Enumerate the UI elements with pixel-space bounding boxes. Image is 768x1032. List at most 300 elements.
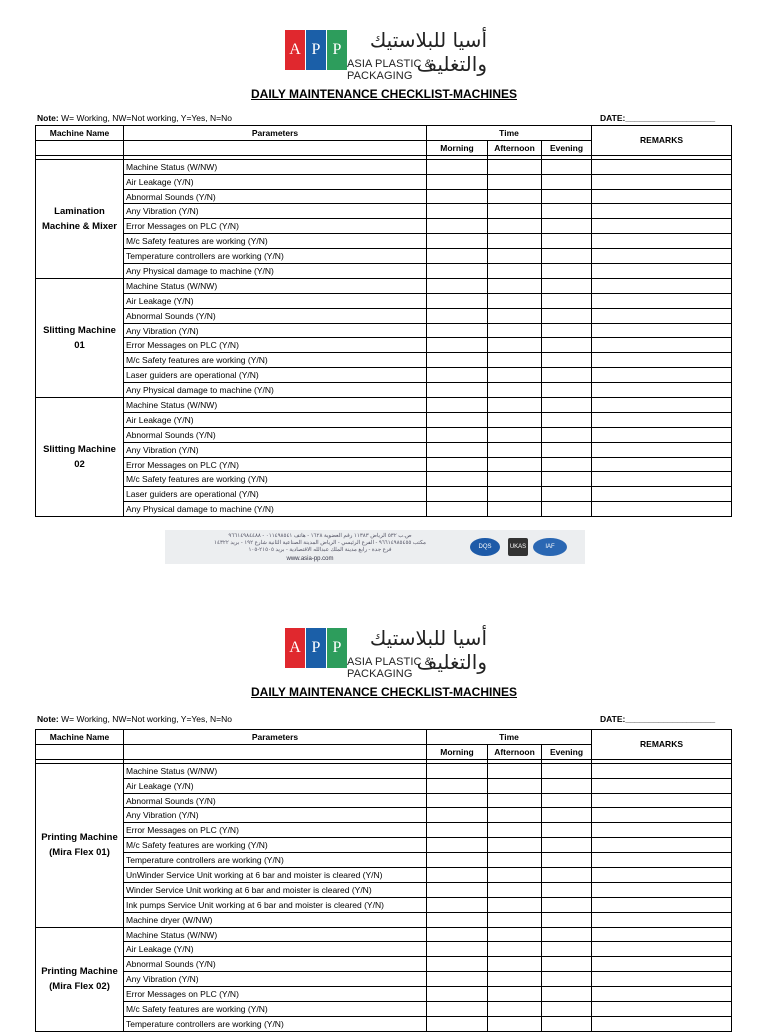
logo-english-name: ASIA PLASTIC & PACKAGING (347, 58, 433, 82)
remarks-cell[interactable] (592, 293, 732, 308)
parameter-cell: Air Leakage (Y/N) (124, 942, 427, 957)
machine-name-cell: Slitting Machine 01 (36, 278, 124, 397)
table-row (36, 219, 732, 234)
afternoon-header: Afternoon (488, 744, 542, 759)
company-logo (285, 624, 490, 680)
morning-check-cell[interactable] (427, 442, 488, 457)
machine-name-header: Machine Name (36, 730, 124, 745)
evening-check-cell[interactable] (542, 353, 592, 368)
morning-check-cell[interactable] (427, 398, 488, 413)
ukas-certification-badge: UKAS (508, 538, 528, 556)
parameter-cell: Error Messages on PLC (Y/N) (124, 457, 427, 472)
dqs-certification-badge: DQS (470, 538, 500, 556)
remarks-header: REMARKS (592, 730, 732, 760)
evening-check-cell[interactable] (542, 249, 592, 264)
afternoon-check-cell[interactable] (488, 383, 542, 398)
afternoon-check-cell[interactable] (488, 912, 542, 927)
evening-check-cell[interactable] (542, 987, 592, 1002)
evening-check-cell[interactable] (542, 957, 592, 972)
evening-check-cell[interactable] (542, 427, 592, 442)
morning-check-cell[interactable] (427, 189, 488, 204)
parameter-cell: Any Vibration (Y/N) (124, 972, 427, 987)
afternoon-check-cell[interactable] (488, 189, 542, 204)
table-row (36, 383, 732, 398)
table-row (36, 308, 732, 323)
evening-check-cell[interactable] (542, 442, 592, 457)
footer-address-line: ص.ب ٥٣٢ الرياض ١١٣٨٣ رقم العضوية ١٦٢٨ - هاتف ٠١١٤٩٨٥٤١ - ٩٦٦١٤٩٨٤٤٨٨ (228, 533, 412, 539)
evening-check-cell[interactable] (542, 763, 592, 778)
table-row (36, 457, 732, 472)
remarks-cell[interactable] (592, 278, 732, 293)
remarks-cell[interactable] (592, 323, 732, 338)
parameter-cell: M/c Safety features are working (Y/N) (124, 353, 427, 368)
table-row (36, 763, 732, 778)
iaf-certification-badge: IAF (533, 538, 567, 556)
morning-check-cell[interactable] (427, 293, 488, 308)
morning-check-cell[interactable] (427, 457, 488, 472)
evening-check-cell[interactable] (542, 972, 592, 987)
table-row (36, 912, 732, 927)
table-row (36, 502, 732, 517)
evening-check-cell[interactable] (542, 293, 592, 308)
checklist-table (35, 729, 732, 1032)
table-row (36, 853, 732, 868)
table-row (36, 174, 732, 189)
afternoon-check-cell[interactable] (488, 838, 542, 853)
remarks-cell[interactable] (592, 838, 732, 853)
evening-check-cell[interactable] (542, 853, 592, 868)
evening-header: Evening (542, 140, 592, 155)
logo-letter: P (306, 628, 326, 668)
parameters-subheader-blank (124, 744, 427, 759)
parameter-cell: Abnormal Sounds (Y/N) (124, 427, 427, 442)
table-header-row (36, 730, 732, 745)
table-row (36, 159, 732, 174)
evening-check-cell[interactable] (542, 174, 592, 189)
afternoon-check-cell[interactable] (488, 868, 542, 883)
note-label: Note: (37, 113, 59, 123)
remarks-cell[interactable] (592, 778, 732, 793)
evening-check-cell[interactable] (542, 793, 592, 808)
logo-english-name: ASIA PLASTIC & PACKAGING (347, 656, 433, 680)
parameter-cell: Abnormal Sounds (Y/N) (124, 308, 427, 323)
footer-address-line: فرع جدة - رابغ مدينة الملك عبدالله الاقتصادية - بريد ٢١٥٠٥-١٠٥ (248, 547, 392, 553)
parameter-cell: Any Physical damage to machine (Y/N) (124, 264, 427, 279)
morning-check-cell[interactable] (427, 868, 488, 883)
parameter-cell: M/c Safety features are working (Y/N) (124, 1002, 427, 1017)
morning-check-cell[interactable] (427, 204, 488, 219)
morning-check-cell[interactable] (427, 234, 488, 249)
afternoon-check-cell[interactable] (488, 264, 542, 279)
morning-check-cell[interactable] (427, 338, 488, 353)
parameters-header: Parameters (124, 126, 427, 141)
parameter-cell: Any Physical damage to machine (Y/N) (124, 383, 427, 398)
parameter-cell: M/c Safety features are working (Y/N) (124, 234, 427, 249)
parameter-cell: Error Messages on PLC (Y/N) (124, 823, 427, 838)
morning-check-cell[interactable] (427, 174, 488, 189)
logo-letter: P (327, 30, 347, 70)
table-row (36, 987, 732, 1002)
parameter-cell: Abnormal Sounds (Y/N) (124, 189, 427, 204)
document-title: DAILY MAINTENANCE CHECKLIST-MACHINES (250, 87, 517, 101)
morning-header: Morning (427, 140, 488, 155)
afternoon-check-cell[interactable] (488, 219, 542, 234)
parameters-header: Parameters (124, 730, 427, 745)
afternoon-header: Afternoon (488, 140, 542, 155)
remarks-cell[interactable] (592, 427, 732, 442)
parameter-cell: Temperature controllers are working (Y/N) (124, 1016, 427, 1031)
remarks-cell[interactable] (592, 219, 732, 234)
remarks-cell[interactable] (592, 442, 732, 457)
remarks-cell[interactable] (592, 868, 732, 883)
morning-check-cell[interactable] (427, 412, 488, 427)
evening-check-cell[interactable] (542, 368, 592, 383)
parameter-cell: Air Leakage (Y/N) (124, 412, 427, 427)
table-row (36, 204, 732, 219)
machine-name-cell: Lamination Machine & Mixer (36, 159, 124, 278)
evening-check-cell[interactable] (542, 927, 592, 942)
table-row (36, 808, 732, 823)
evening-check-cell[interactable] (542, 264, 592, 279)
afternoon-check-cell[interactable] (488, 808, 542, 823)
evening-check-cell[interactable] (542, 278, 592, 293)
footer-website: www.asia-pp.com (286, 556, 334, 562)
remarks-cell[interactable] (592, 793, 732, 808)
parameter-cell: Any Vibration (Y/N) (124, 323, 427, 338)
evening-check-cell[interactable] (542, 472, 592, 487)
parameter-cell: Error Messages on PLC (Y/N) (124, 987, 427, 1002)
remarks-cell[interactable] (592, 957, 732, 972)
morning-check-cell[interactable] (427, 972, 488, 987)
evening-check-cell[interactable] (542, 502, 592, 517)
evening-check-cell[interactable] (542, 912, 592, 927)
logo-letter: A (285, 628, 305, 668)
remarks-cell[interactable] (592, 234, 732, 249)
morning-check-cell[interactable] (427, 838, 488, 853)
morning-check-cell[interactable] (427, 778, 488, 793)
legend-note (37, 113, 232, 123)
morning-check-cell[interactable] (427, 823, 488, 838)
remarks-cell[interactable] (592, 472, 732, 487)
table-row (36, 323, 732, 338)
parameter-cell: Machine Status (W/NW) (124, 398, 427, 413)
legend-note (37, 714, 232, 724)
afternoon-check-cell[interactable] (488, 368, 542, 383)
table-row (36, 972, 732, 987)
afternoon-check-cell[interactable] (488, 927, 542, 942)
evening-header: Evening (542, 744, 592, 759)
time-header: Time (427, 730, 592, 745)
evening-check-cell[interactable] (542, 412, 592, 427)
parameter-cell: Air Leakage (Y/N) (124, 293, 427, 308)
morning-check-cell[interactable] (427, 427, 488, 442)
afternoon-check-cell[interactable] (488, 308, 542, 323)
morning-check-cell[interactable] (427, 793, 488, 808)
table-row (36, 1002, 732, 1017)
morning-check-cell[interactable] (427, 1002, 488, 1017)
evening-check-cell[interactable] (542, 808, 592, 823)
evening-check-cell[interactable] (542, 457, 592, 472)
time-header: Time (427, 126, 592, 141)
morning-check-cell[interactable] (427, 763, 488, 778)
machine-name-cell: Slitting Machine 02 (36, 398, 124, 517)
afternoon-check-cell[interactable] (488, 353, 542, 368)
remarks-cell[interactable] (592, 383, 732, 398)
remarks-cell[interactable] (592, 897, 732, 912)
parameter-cell: Laser guiders are operational (Y/N) (124, 487, 427, 502)
parameter-cell: Laser guiders are operational (Y/N) (124, 368, 427, 383)
afternoon-check-cell[interactable] (488, 323, 542, 338)
parameter-cell: Ink pumps Service Unit working at 6 bar and moister is cleared (Y/N) (124, 897, 427, 912)
table-row (36, 278, 732, 293)
remarks-cell[interactable] (592, 853, 732, 868)
afternoon-check-cell[interactable] (488, 763, 542, 778)
morning-check-cell[interactable] (427, 897, 488, 912)
afternoon-check-cell[interactable] (488, 957, 542, 972)
evening-check-cell[interactable] (542, 838, 592, 853)
table-header-row (36, 126, 732, 141)
table-row (36, 957, 732, 972)
table-row (36, 793, 732, 808)
parameter-cell: Any Vibration (Y/N) (124, 204, 427, 219)
table-row (36, 234, 732, 249)
morning-check-cell[interactable] (427, 264, 488, 279)
evening-check-cell[interactable] (542, 778, 592, 793)
table-row (36, 338, 732, 353)
parameter-cell: Temperature controllers are working (Y/N) (124, 853, 427, 868)
remarks-cell[interactable] (592, 398, 732, 413)
morning-check-cell[interactable] (427, 278, 488, 293)
logo-letter: A (285, 30, 305, 70)
afternoon-check-cell[interactable] (488, 942, 542, 957)
remarks-cell[interactable] (592, 487, 732, 502)
evening-check-cell[interactable] (542, 398, 592, 413)
afternoon-check-cell[interactable] (488, 278, 542, 293)
morning-check-cell[interactable] (427, 308, 488, 323)
remarks-cell[interactable] (592, 912, 732, 927)
evening-check-cell[interactable] (542, 942, 592, 957)
afternoon-check-cell[interactable] (488, 398, 542, 413)
parameter-cell: Air Leakage (Y/N) (124, 778, 427, 793)
morning-check-cell[interactable] (427, 487, 488, 502)
parameter-cell: Any Vibration (Y/N) (124, 442, 427, 457)
remarks-cell[interactable] (592, 204, 732, 219)
date-field[interactable]: DATE:___________________ (600, 714, 716, 724)
remarks-cell[interactable] (592, 823, 732, 838)
afternoon-check-cell[interactable] (488, 882, 542, 897)
remarks-cell[interactable] (592, 264, 732, 279)
parameter-cell: Error Messages on PLC (Y/N) (124, 219, 427, 234)
table-row (36, 882, 732, 897)
remarks-cell[interactable] (592, 159, 732, 174)
parameter-cell: M/c Safety features are working (Y/N) (124, 472, 427, 487)
afternoon-check-cell[interactable] (488, 174, 542, 189)
machine-name-subheader-blank (36, 744, 124, 759)
remarks-cell[interactable] (592, 457, 732, 472)
footer-address-line: مكتب ٩٦٦١٤٩٨٥٤٥٥ - الفرع الرئيسي - الرياض المدينة الصناعية الثانية شارع ١٩٢ - بريد ١٤٣٢٢ (214, 540, 426, 546)
morning-check-cell[interactable] (427, 249, 488, 264)
remarks-cell[interactable] (592, 308, 732, 323)
machine-name-cell: Printing Machine (Mira Flex 02) (36, 927, 124, 1031)
evening-check-cell[interactable] (542, 189, 592, 204)
afternoon-check-cell[interactable] (488, 159, 542, 174)
evening-check-cell[interactable] (542, 882, 592, 897)
remarks-cell[interactable] (592, 1002, 732, 1017)
logo-letter: P (327, 628, 347, 668)
table-row (36, 412, 732, 427)
table-row (36, 189, 732, 204)
afternoon-check-cell[interactable] (488, 249, 542, 264)
morning-check-cell[interactable] (427, 502, 488, 517)
afternoon-check-cell[interactable] (488, 457, 542, 472)
afternoon-check-cell[interactable] (488, 987, 542, 1002)
remarks-cell[interactable] (592, 808, 732, 823)
table-row (36, 838, 732, 853)
evening-check-cell[interactable] (542, 487, 592, 502)
morning-check-cell[interactable] (427, 159, 488, 174)
afternoon-check-cell[interactable] (488, 972, 542, 987)
afternoon-check-cell[interactable] (488, 204, 542, 219)
parameter-cell: Abnormal Sounds (Y/N) (124, 957, 427, 972)
table-row (36, 398, 732, 413)
table-row (36, 368, 732, 383)
remarks-cell[interactable] (592, 249, 732, 264)
note-label: Note: (37, 714, 59, 724)
morning-check-cell[interactable] (427, 942, 488, 957)
logo-arabic-name: أسيا للبلاستيك والتغليف (369, 28, 487, 76)
remarks-cell[interactable] (592, 927, 732, 942)
parameter-cell: Air Leakage (Y/N) (124, 174, 427, 189)
morning-check-cell[interactable] (427, 853, 488, 868)
afternoon-check-cell[interactable] (488, 897, 542, 912)
checklist-table (35, 125, 732, 517)
table-row (36, 778, 732, 793)
table-row (36, 942, 732, 957)
evening-check-cell[interactable] (542, 323, 592, 338)
table-row (36, 293, 732, 308)
afternoon-check-cell[interactable] (488, 442, 542, 457)
parameter-cell: Any Physical damage to machine (Y/N) (124, 502, 427, 517)
evening-check-cell[interactable] (542, 868, 592, 883)
parameter-cell: Machine Status (W/NW) (124, 278, 427, 293)
morning-header: Morning (427, 744, 488, 759)
machine-name-cell: Printing Machine (Mira Flex 01) (36, 763, 124, 927)
remarks-cell[interactable] (592, 338, 732, 353)
afternoon-check-cell[interactable] (488, 823, 542, 838)
parameter-cell: Machine Status (W/NW) (124, 763, 427, 778)
parameter-cell: Machine Status (W/NW) (124, 927, 427, 942)
note-text: W= Working, NW=Not working, Y=Yes, N=No (61, 113, 232, 123)
evening-check-cell[interactable] (542, 897, 592, 912)
company-logo (285, 26, 490, 82)
remarks-header: REMARKS (592, 126, 732, 156)
parameter-cell: M/c Safety features are working (Y/N) (124, 838, 427, 853)
parameter-cell: Temperature controllers are working (Y/N) (124, 249, 427, 264)
logo-letter: P (306, 30, 326, 70)
machine-name-subheader-blank (36, 140, 124, 155)
afternoon-check-cell[interactable] (488, 487, 542, 502)
remarks-cell[interactable] (592, 972, 732, 987)
evening-check-cell[interactable] (542, 823, 592, 838)
morning-check-cell[interactable] (427, 808, 488, 823)
evening-check-cell[interactable] (542, 1002, 592, 1017)
afternoon-check-cell[interactable] (488, 793, 542, 808)
afternoon-check-cell[interactable] (488, 778, 542, 793)
morning-check-cell[interactable] (427, 472, 488, 487)
remarks-cell[interactable] (592, 189, 732, 204)
parameters-subheader-blank (124, 140, 427, 155)
parameter-cell: UnWinder Service Unit working at 6 bar and moister is cleared (Y/N) (124, 868, 427, 883)
table-row (36, 264, 732, 279)
remarks-cell[interactable] (592, 174, 732, 189)
parameter-cell: Any Vibration (Y/N) (124, 808, 427, 823)
parameter-cell: Machine Status (W/NW) (124, 159, 427, 174)
table-row (36, 427, 732, 442)
afternoon-check-cell[interactable] (488, 472, 542, 487)
table-row (36, 868, 732, 883)
parameter-cell: Abnormal Sounds (Y/N) (124, 793, 427, 808)
document-title: DAILY MAINTENANCE CHECKLIST-MACHINES (250, 685, 517, 699)
remarks-cell[interactable] (592, 502, 732, 517)
afternoon-check-cell[interactable] (488, 293, 542, 308)
remarks-cell[interactable] (592, 763, 732, 778)
table-row (36, 487, 732, 502)
afternoon-check-cell[interactable] (488, 234, 542, 249)
evening-check-cell[interactable] (542, 159, 592, 174)
parameter-cell: Winder Service Unit working at 6 bar and moister is cleared (Y/N) (124, 882, 427, 897)
remarks-cell[interactable] (592, 882, 732, 897)
morning-check-cell[interactable] (427, 987, 488, 1002)
morning-check-cell[interactable] (427, 882, 488, 897)
evening-check-cell[interactable] (542, 219, 592, 234)
morning-check-cell[interactable] (427, 323, 488, 338)
parameter-cell: Error Messages on PLC (Y/N) (124, 338, 427, 353)
parameter-cell: Machine dryer (W/NW) (124, 912, 427, 927)
evening-check-cell[interactable] (542, 308, 592, 323)
afternoon-check-cell[interactable] (488, 338, 542, 353)
table-row (36, 823, 732, 838)
remarks-cell[interactable] (592, 353, 732, 368)
remarks-cell[interactable] (592, 412, 732, 427)
afternoon-check-cell[interactable] (488, 412, 542, 427)
logo-arabic-name: أسيا للبلاستيك والتغليف (369, 626, 487, 674)
morning-check-cell[interactable] (427, 957, 488, 972)
morning-check-cell[interactable] (427, 368, 488, 383)
evening-check-cell[interactable] (542, 383, 592, 398)
remarks-cell[interactable] (592, 987, 732, 1002)
afternoon-check-cell[interactable] (488, 853, 542, 868)
morning-check-cell[interactable] (427, 353, 488, 368)
afternoon-check-cell[interactable] (488, 427, 542, 442)
remarks-cell[interactable] (592, 942, 732, 957)
evening-check-cell[interactable] (542, 204, 592, 219)
table-row (36, 442, 732, 457)
date-field[interactable]: DATE:___________________ (600, 113, 716, 123)
morning-check-cell[interactable] (427, 912, 488, 927)
morning-check-cell[interactable] (427, 219, 488, 234)
table-row (36, 249, 732, 264)
table-row (36, 927, 732, 942)
remarks-cell[interactable] (592, 368, 732, 383)
morning-check-cell[interactable] (427, 383, 488, 398)
table-row (36, 472, 732, 487)
evening-check-cell[interactable] (542, 234, 592, 249)
afternoon-check-cell[interactable] (488, 1002, 542, 1017)
morning-check-cell[interactable] (427, 927, 488, 942)
afternoon-check-cell[interactable] (488, 502, 542, 517)
note-text: W= Working, NW=Not working, Y=Yes, N=No (61, 714, 232, 724)
evening-check-cell[interactable] (542, 338, 592, 353)
